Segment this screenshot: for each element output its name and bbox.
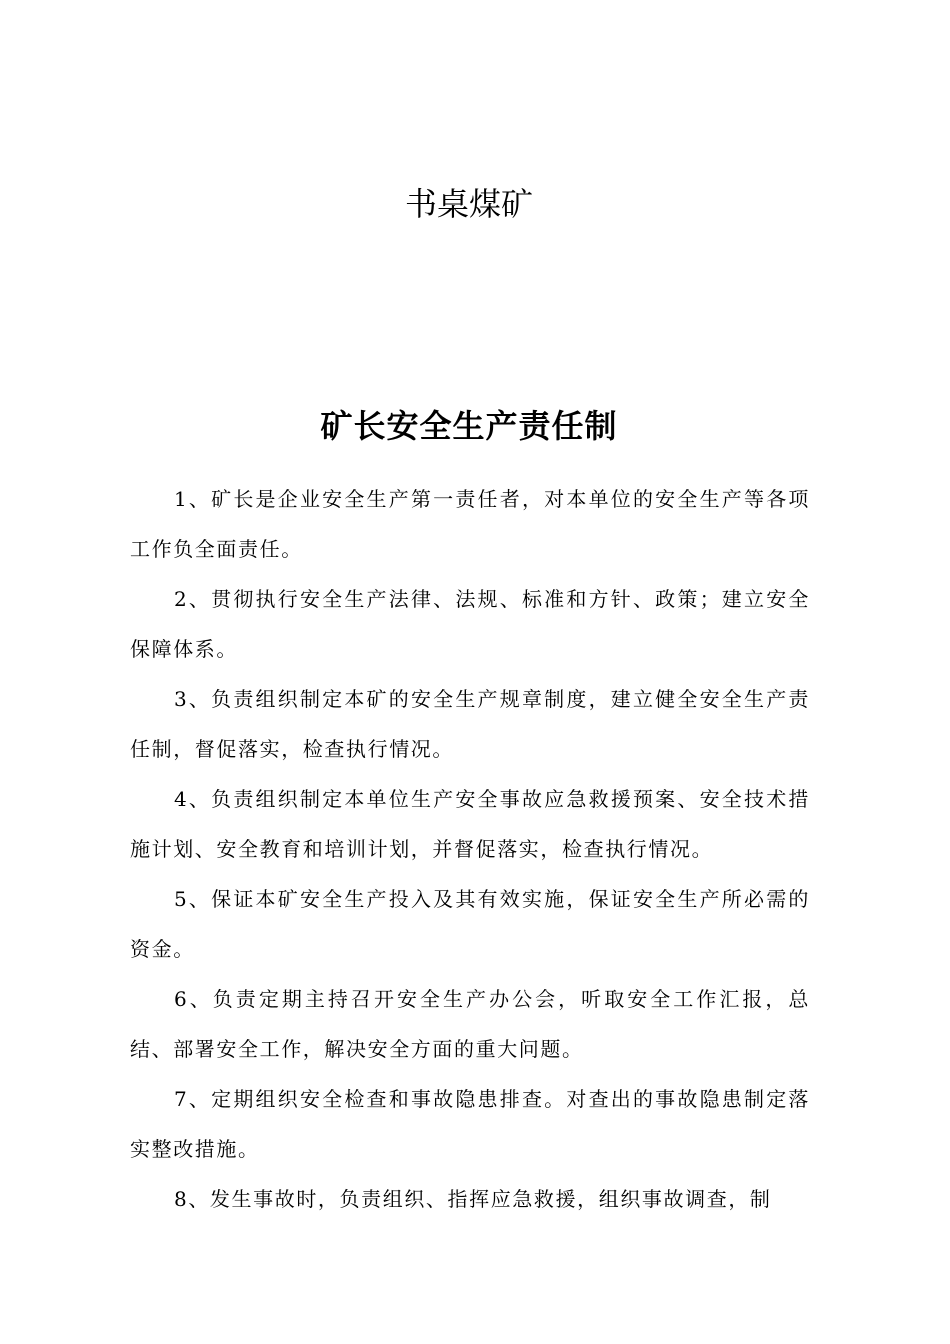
- clause-8: 8、发生事故时，负责组织、指挥应急救援，组织事故调查，制: [174, 1187, 772, 1211]
- document-body: [130, 474, 810, 1224]
- org-name: 书桌煤矿: [404, 185, 533, 223]
- clause-4: 4、负责组织制定本单位生产安全事故应急救援预案、安全技术措施计划、安全教育和培训计划，并督促落实，检查执行情况。: [130, 787, 810, 861]
- clause-3: 3、负责组织制定本矿的安全生产规章制度，建立健全安全生产责任制，督促落实，检查执行情况。: [130, 687, 810, 761]
- clause-6: 6、负责定期主持召开安全生产办公会，听取安全工作汇报，总结、部署安全工作，解决安全方面的重大问题。: [130, 987, 810, 1061]
- clause-5: 5、保证本矿安全生产投入及其有效实施，保证安全生产所必需的资金。: [130, 887, 810, 961]
- clause-2: 2、贯彻执行安全生产法律、法规、标准和方针、政策；建立安全保障体系。: [130, 587, 810, 661]
- clause-1: 1、矿长是企业安全生产第一责任者，对本单位的安全生产等各项工作负全面责任。: [130, 487, 810, 561]
- clause-7: 7、定期组织安全检查和事故隐患排查。对查出的事故隐患制定落实整改措施。: [130, 1087, 810, 1161]
- document-title: 矿长安全生产责任制: [320, 407, 618, 445]
